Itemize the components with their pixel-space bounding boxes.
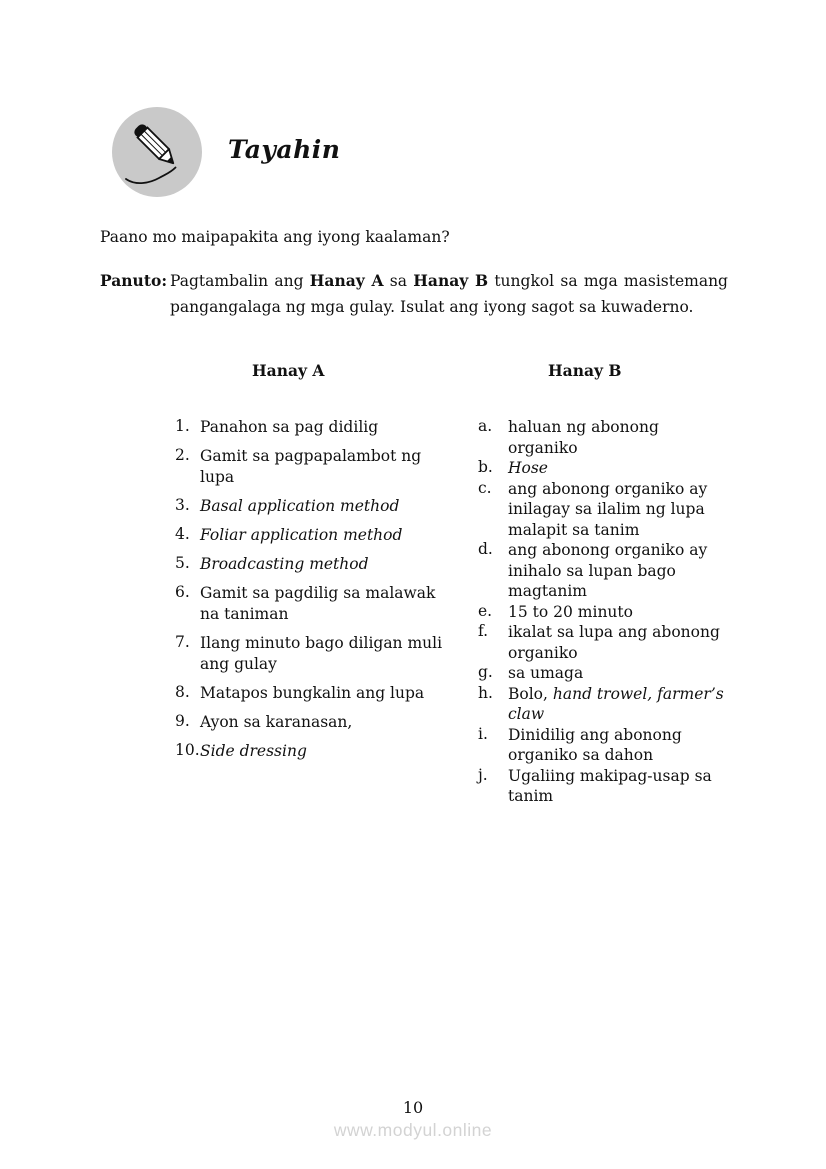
list-item-line	[508, 643, 720, 664]
list-item-line	[508, 438, 659, 459]
text-segment: Side dressing	[200, 742, 307, 760]
list-item-marker: i.	[478, 724, 488, 743]
column-a-header: Hanay A	[252, 361, 325, 380]
list-item-text	[508, 663, 583, 684]
text-segment: Ugaliing makipag-usap sa	[508, 766, 712, 785]
column-b-list	[478, 417, 733, 807]
list-item-text	[200, 712, 352, 733]
text-segment: malapit sa tanim	[508, 520, 640, 539]
list-item	[175, 712, 465, 733]
list-item-text	[200, 741, 307, 762]
text-segment: claw	[508, 705, 545, 723]
watermark: www.modyul.online	[333, 1120, 493, 1140]
text-segment: organiko	[508, 438, 578, 457]
list-item-text	[200, 446, 421, 488]
list-item-line	[200, 554, 369, 575]
text-segment: hand trowel, farmer’s	[547, 684, 724, 703]
list-item-line	[200, 496, 399, 517]
list-item-line	[508, 561, 707, 582]
list-item-line	[508, 520, 707, 541]
list-item-marker: h.	[478, 683, 493, 702]
list-item-line	[508, 458, 548, 479]
list-item-marker: 1.	[175, 417, 190, 435]
list-item-text	[508, 766, 712, 807]
list-item-text	[508, 725, 682, 766]
list-item	[175, 554, 465, 575]
list-item-line	[200, 417, 378, 438]
text-segment: Dinidilig ang abonong	[508, 725, 682, 744]
list-item-text	[200, 525, 402, 546]
list-item-line	[200, 683, 424, 704]
list-item	[175, 633, 465, 675]
list-item-line	[508, 704, 724, 725]
text-segment: ikalat sa lupa ang abonong	[508, 623, 720, 641]
list-item-text	[200, 633, 442, 675]
list-item-marker: 3.	[175, 496, 190, 514]
list-item-text	[200, 583, 435, 625]
text-segment: tanim	[508, 787, 554, 805]
list-item-line	[200, 741, 307, 762]
list-item-text	[508, 458, 548, 479]
list-item-text	[508, 622, 720, 663]
column-a-list	[175, 417, 465, 770]
list-item-marker: 7.	[175, 633, 190, 651]
instruction-paragraph	[100, 268, 728, 320]
list-item-text	[200, 417, 378, 438]
text-segment: Hanay A	[309, 271, 384, 290]
list-item-line	[200, 654, 442, 675]
text-segment: ang abonong organiko ay	[508, 479, 708, 498]
list-item	[478, 684, 733, 725]
text-segment: ang gulay	[200, 655, 277, 673]
list-item-text	[200, 496, 399, 517]
text-segment: Basal application method	[200, 497, 400, 515]
text-segment: Ayon sa karanasan,	[200, 713, 353, 731]
list-item-marker: 5.	[175, 554, 190, 572]
list-item	[175, 683, 465, 704]
list-item	[478, 622, 733, 663]
list-item-line	[508, 581, 707, 602]
text-segment: Broadcasting method	[200, 555, 369, 573]
text-segment: 15 to 20 minuto	[508, 602, 633, 621]
text-segment: tungkol sa mga masistemang	[488, 272, 728, 290]
list-item-marker: 10.	[175, 741, 200, 759]
list-item-marker: e.	[478, 601, 493, 620]
text-segment: inilagay sa ilalim ng lupa	[508, 500, 705, 518]
list-item	[478, 602, 733, 623]
text-segment: na taniman	[200, 605, 289, 623]
text-segment: Panahon sa pag didilig	[200, 418, 379, 436]
list-item-line	[200, 467, 421, 488]
list-item-line	[508, 602, 633, 623]
page-title: Tayahin	[228, 135, 341, 164]
list-item-marker: d.	[478, 540, 493, 558]
instruction-line-1	[170, 268, 728, 294]
list-item	[175, 496, 465, 517]
page-number: 10	[402, 1098, 424, 1117]
text-segment: Pagtambalin ang	[170, 272, 310, 290]
list-item-line	[200, 446, 421, 467]
list-item	[478, 417, 733, 458]
list-item-marker: f.	[478, 622, 489, 640]
list-item-line	[508, 684, 724, 705]
list-item-text	[508, 540, 707, 602]
text-segment: inihalo sa lupan bago	[508, 561, 676, 580]
list-item-line	[508, 499, 707, 520]
instruction-line-2	[170, 294, 728, 320]
list-item-line	[508, 663, 583, 684]
list-item	[175, 525, 465, 546]
instruction-label: Panuto:	[100, 271, 168, 290]
text-segment: pangangalaga ng mga gulay. Isulat ang iyong sagot sa kuwaderno.	[170, 298, 694, 316]
list-item-text	[508, 417, 659, 458]
list-item	[478, 766, 733, 807]
text-segment: Hanay B	[413, 271, 489, 290]
list-item-line	[508, 745, 682, 766]
list-item-text	[508, 684, 724, 725]
list-item	[175, 583, 465, 625]
text-segment: Gamit sa pagdilig sa malawak	[200, 584, 436, 602]
text-segment: sa umaga	[508, 664, 584, 682]
list-item-line	[508, 479, 707, 500]
list-item-marker: j.	[478, 765, 488, 784]
intro-question: Paano mo maipapakita ang iyong kaalaman?	[100, 228, 450, 246]
list-item-text	[508, 602, 633, 623]
list-item	[175, 417, 465, 438]
pencil-icon	[112, 107, 202, 197]
text-segment: Gamit sa pagpapalambot ng	[200, 447, 422, 465]
list-item-line	[200, 604, 435, 625]
text-segment: sa	[383, 272, 414, 290]
list-item	[478, 540, 733, 602]
list-item-text	[200, 554, 369, 575]
list-item-line	[508, 766, 712, 787]
list-item-text	[508, 479, 707, 541]
text-segment: ang abonong organiko ay	[508, 541, 708, 559]
list-item-marker: c.	[478, 478, 492, 497]
list-item-line	[200, 583, 435, 604]
text-segment: Matapos bungkalin ang lupa	[200, 684, 425, 702]
text-segment: Foliar application method	[200, 526, 403, 544]
instruction-text	[170, 268, 728, 320]
list-item-line	[200, 712, 352, 733]
list-item	[478, 725, 733, 766]
list-item	[175, 446, 465, 488]
list-item-marker: g.	[478, 663, 493, 681]
list-item	[478, 479, 733, 541]
list-item-line	[508, 786, 712, 807]
list-item-line	[508, 725, 682, 746]
text-segment: magtanim	[508, 582, 587, 600]
text-segment: organiko sa dahon	[508, 746, 654, 764]
text-segment: lupa	[200, 468, 235, 486]
list-item-line	[508, 622, 720, 643]
list-item-marker: 9.	[175, 712, 190, 730]
list-item-marker: b.	[478, 458, 493, 476]
list-item-marker: 2.	[175, 446, 190, 464]
list-item-line	[200, 525, 402, 546]
pencil-icon-graphic	[112, 107, 202, 197]
text-segment: haluan ng abonong	[508, 418, 659, 436]
list-item-text	[200, 683, 424, 704]
text-segment: Bolo,	[508, 684, 548, 703]
list-item-line	[508, 540, 707, 561]
list-item-marker: 8.	[175, 683, 190, 701]
list-item-line	[200, 633, 442, 654]
text-segment: Hose	[508, 459, 548, 477]
list-item-marker: a.	[478, 417, 493, 435]
column-b-header: Hanay B	[548, 361, 622, 380]
list-item-line	[508, 417, 659, 438]
list-item	[478, 663, 733, 684]
list-item-marker: 4.	[175, 525, 190, 543]
text-segment: organiko	[508, 643, 578, 662]
text-segment: Ilang minuto bago diligan muli	[200, 634, 443, 652]
list-item	[175, 741, 465, 762]
list-item-marker: 6.	[175, 583, 190, 601]
list-item	[478, 458, 733, 479]
